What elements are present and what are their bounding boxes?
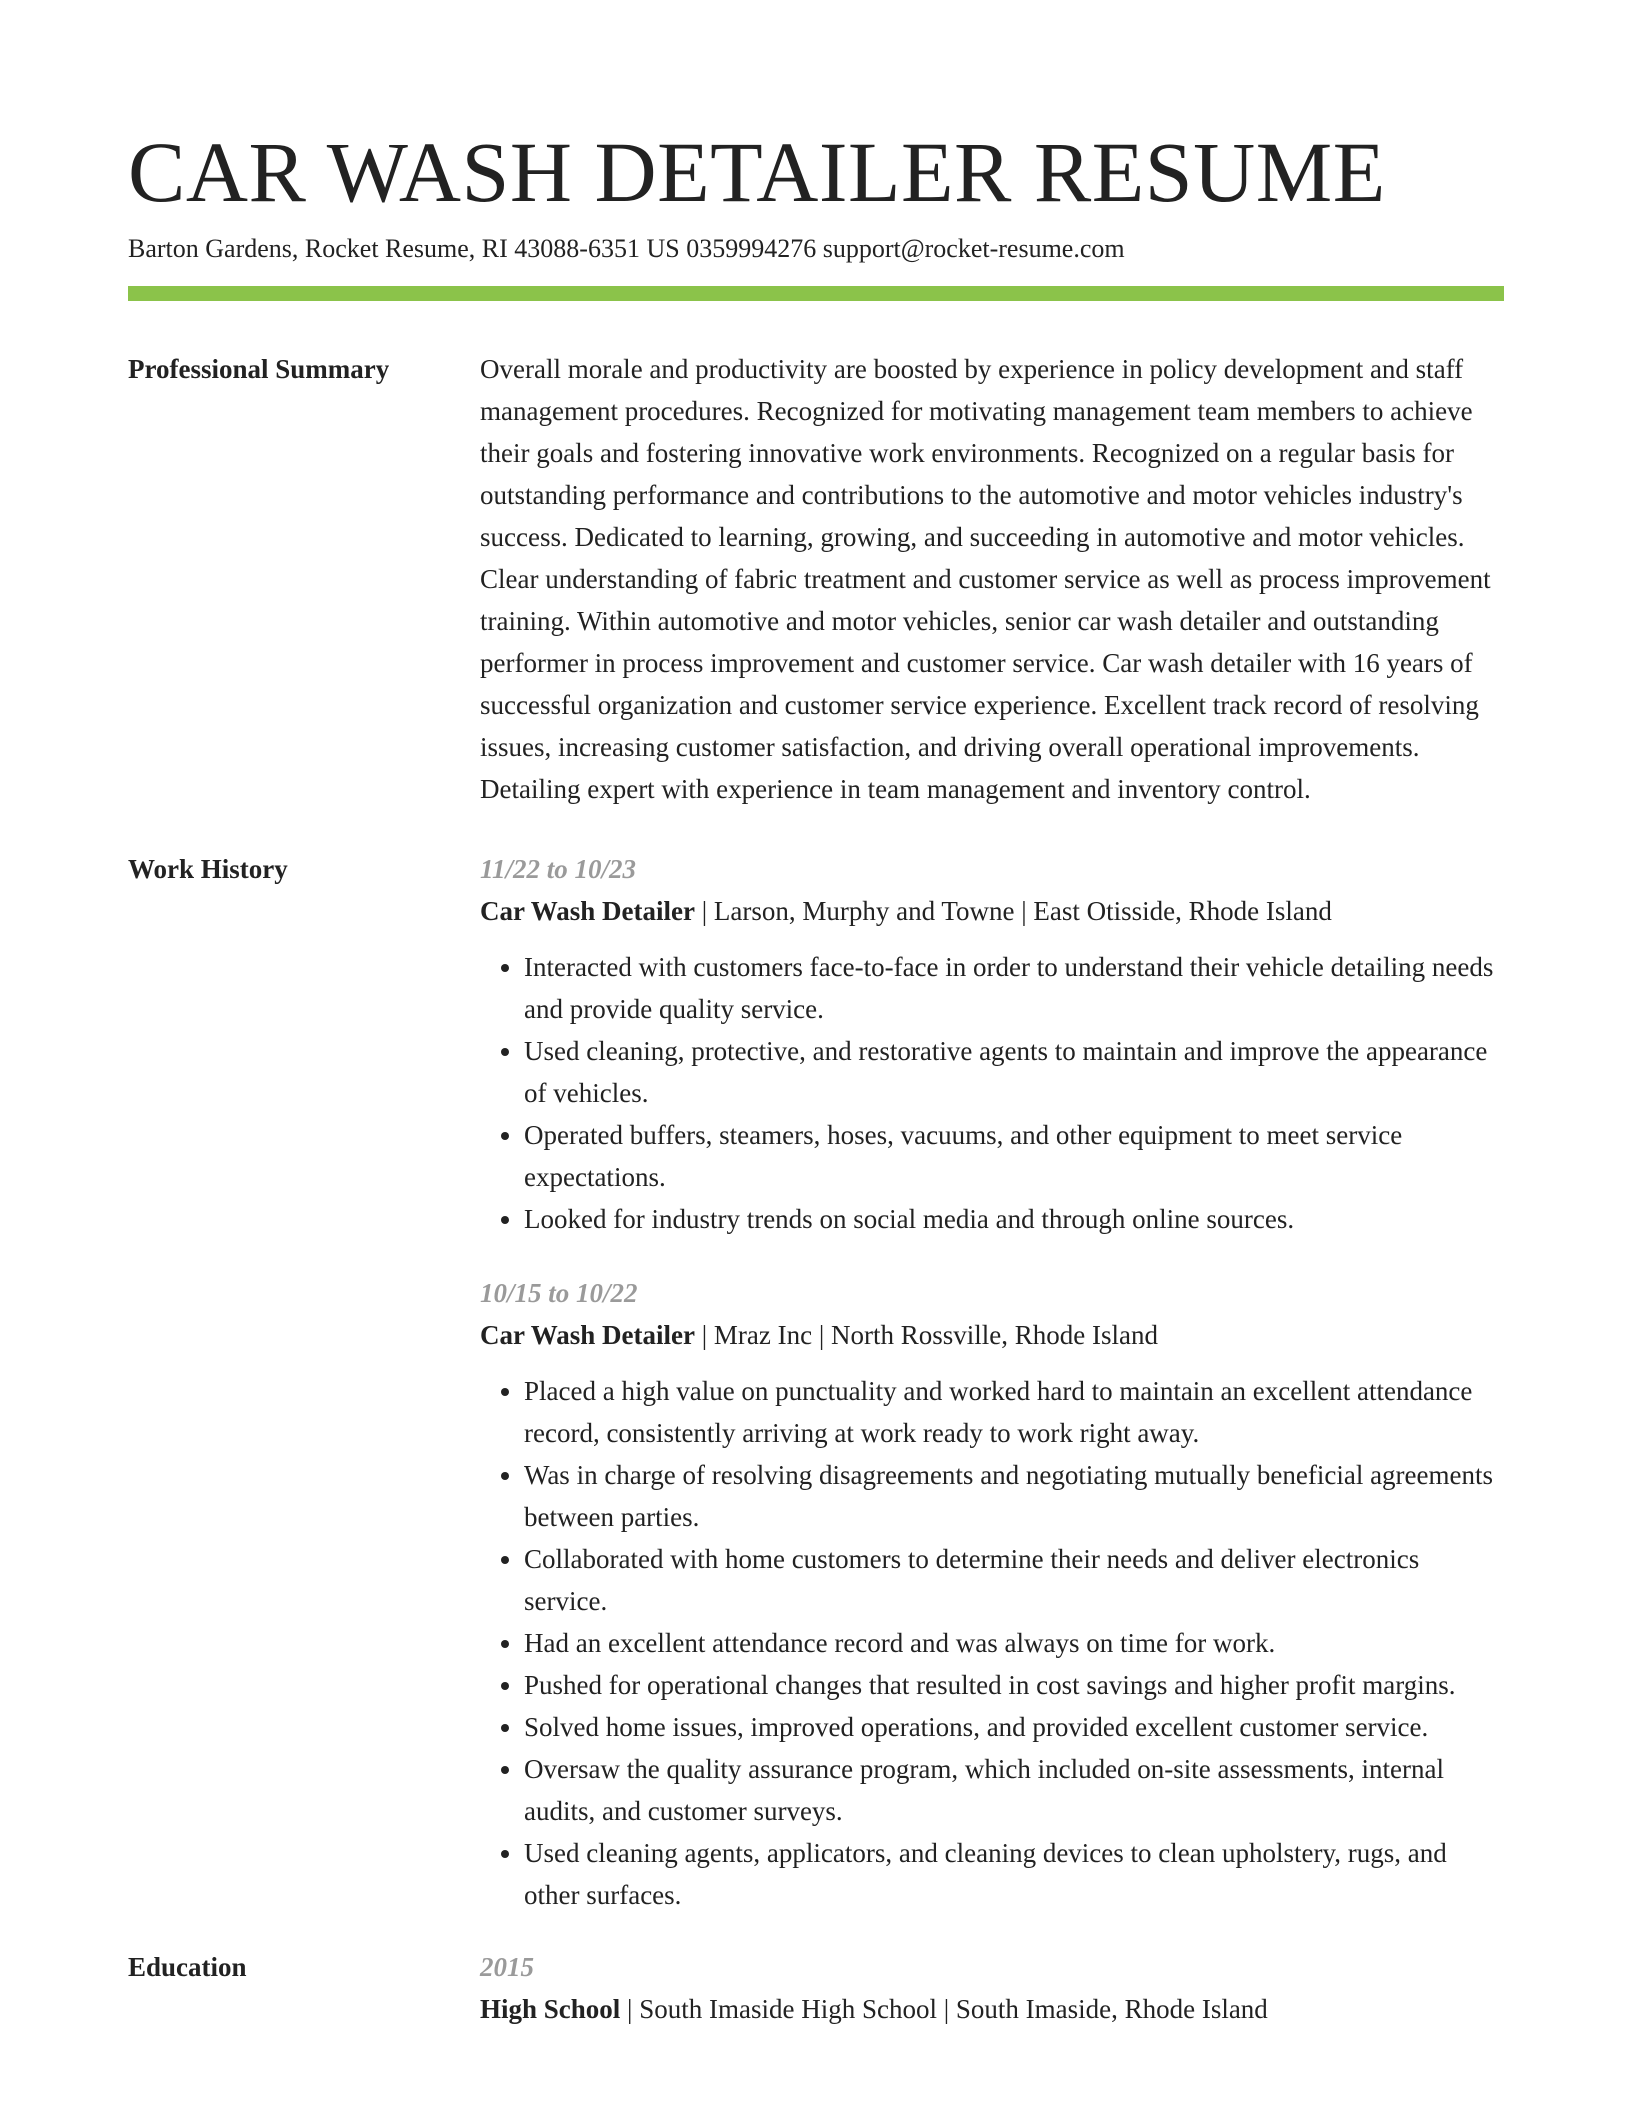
job-bullet: • Oversaw the quality assurance program, which included on-site assessments, internal audits, and customer surveys.: [524, 1748, 1504, 1832]
job-details: | Larson, Murphy and Towne | East Otisside, Rhode Island: [695, 896, 1332, 926]
section-spacer: [128, 810, 1504, 848]
summary-section: [128, 348, 1504, 810]
education-details: | South Imaside High School | South Imaside, Rhode Island: [620, 1994, 1268, 2024]
summary-text: Overall morale and productivity are boosted by experience in policy development and staff management procedures. Recognized for motivating management team members to achieve their goals and fostering innovative work environments. Recognized on a regular basis for outstanding performance and contributions to the automotive and motor vehicles industry's success. Dedicated to learning, growing, and succeeding in automotive and motor vehicles. Clear understanding of fabric treatment and customer service as well as process improvement training. Within automotive and motor vehicles, senior car wash detailer and outstanding performer in process improvement and customer service. Car wash detailer with 16 years of successful organization and customer service experience. Excellent track record of resolving issues, increasing customer satisfaction, and driving overall operational improvements. Detailing expert with experience in team management and inventory control.: [480, 354, 1491, 804]
job-bullets: [480, 946, 1504, 1240]
job-title: Car Wash Detailer: [480, 1320, 695, 1350]
summary-body: [480, 348, 1504, 810]
job-bullet: • Used cleaning agents, applicators, and cleaning devices to clean upholstery, rugs, and other surfaces.: [524, 1832, 1504, 1916]
education-line: [480, 1988, 1504, 2030]
job-entry: [480, 848, 1504, 1240]
job-bullet: • Placed a high value on punctuality and worked hard to maintain an excellent attendance record, consistently arriving at work ready to work right away.: [524, 1370, 1504, 1454]
job-bullet: • Pushed for operational changes that resulted in cost savings and higher profit margins.: [524, 1664, 1504, 1706]
job-bullet: • Looked for industry trends on social media and through online sources.: [524, 1198, 1504, 1240]
education-label: Education: [128, 1952, 247, 1982]
job-bullet: • Operated buffers, steamers, hoses, vacuums, and other equipment to meet service expectations.: [524, 1114, 1504, 1198]
work-history-label: Work History: [128, 854, 288, 884]
job-bullet: • Solved home issues, improved operations, and provided excellent customer service.: [524, 1706, 1504, 1748]
education-degree: High School: [480, 1994, 621, 2024]
education-year: 2015: [480, 1952, 534, 1982]
job-bullet: • Collaborated with home customers to determine their needs and deliver electronics service.: [524, 1538, 1504, 1622]
job-entry: [480, 1272, 1504, 1916]
job-bullet: • Interacted with customers face-to-face in order to understand their vehicle detailing needs and provide quality service.: [524, 946, 1504, 1030]
education-section: [128, 1946, 1504, 2030]
work-history-section: [128, 848, 1504, 1916]
summary-label: Professional Summary: [128, 354, 390, 384]
job-bullet: • Used cleaning, protective, and restorative agents to maintain and improve the appearance of vehicles.: [524, 1030, 1504, 1114]
education-body: [480, 1946, 1504, 2030]
job-bullet: • Was in charge of resolving disagreements and negotiating mutually beneficial agreements between parties.: [524, 1454, 1504, 1538]
resume-sections: [128, 348, 1504, 2030]
job-spacer: [480, 1240, 1504, 1272]
work-history-body: [480, 848, 1504, 1916]
job-dates: 10/15 to 10/22: [480, 1278, 638, 1308]
job-bullets: [480, 1370, 1504, 1916]
resume-title: CAR WASH DETAILER RESUME: [128, 124, 1386, 220]
education-entry: [480, 1946, 1504, 2030]
section-spacer: [128, 1916, 1504, 1946]
job-role-line: [480, 1314, 1504, 1356]
job-title: Car Wash Detailer: [480, 896, 695, 926]
job-bullet: • Had an excellent attendance record and was always on time for work.: [524, 1622, 1504, 1664]
header-divider: [128, 286, 1504, 301]
contact-line: Barton Gardens, Rocket Resume, RI 43088-6351 US 0359994276 support@rocket-resume.com: [128, 234, 1125, 263]
job-role-line: [480, 890, 1504, 932]
job-dates: 11/22 to 10/23: [480, 854, 637, 884]
job-details: | Mraz Inc | North Rossville, Rhode Island: [695, 1320, 1158, 1350]
